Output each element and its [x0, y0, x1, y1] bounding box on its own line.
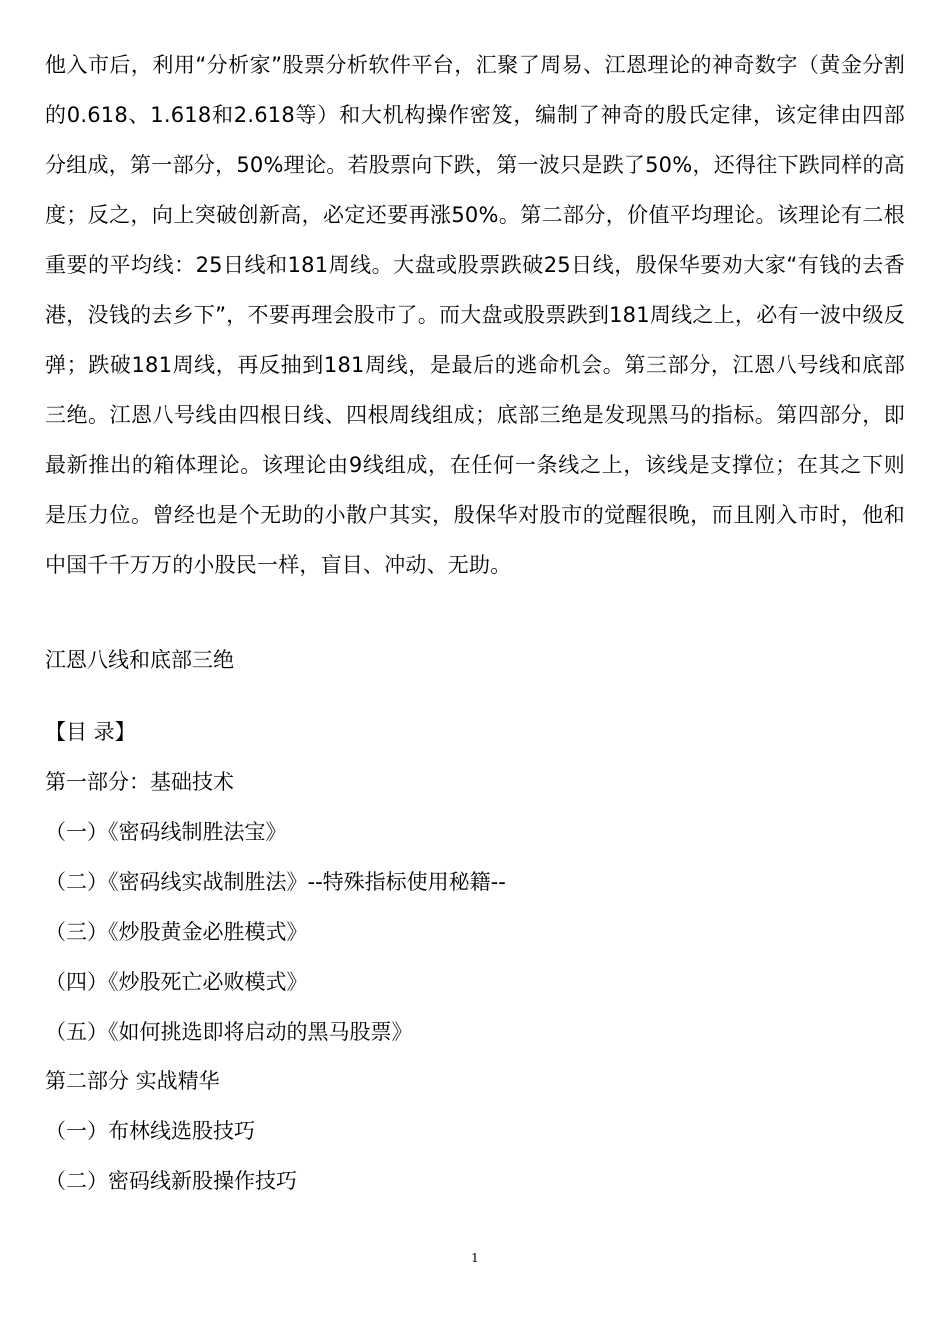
page-number: 1 [471, 1251, 479, 1265]
toc-item: （一）《密码线制胜法宝》 [45, 820, 287, 844]
toc-part2-title: 第二部分 实战精华 [45, 1069, 220, 1093]
toc-item: （五）《如何挑选即将启动的黑马股票》 [45, 1020, 413, 1044]
toc-item: （四）《炒股死亡必败模式》 [45, 970, 308, 994]
toc-heading: 【目 录】 [45, 720, 136, 744]
section-title: 江恩八线和底部三绝 [45, 648, 234, 672]
body-paragraph: 他入市后，利用“分析家”股票分析软件平台，汇聚了周易、江恩理论的神奇数字（黄金分割的0.618、1.618和2.618等）和大机构操作密笈，编制了神奇的殷氏定律，该定律由四部分组成，第一部分，50%理论。若股票向下跌，第一波只是跌了50%，还得往下跌同样的高度；反之，向上突破创新高，必定还要再涨50%。第二部分，价值平均理论。该理论有二根重要的平均线：25日线和181周线。大盘或股票跌破25日线，殷保华要劝大家“有钱的去香港，没钱的去乡下”，不要再理会股市了。而大盘或股票跌到181周线之上，必有一波中级反弹；跌破181周线，再反抽到181周线，是最后的逃命机会。第三部分，江恩八号线和底部三绝。江恩八号线由四根日线、四根周线组成；底部三绝是发现黑马的指标。第四部分，即最新推出的箱体理论。该理论由9线组成，在任何一条线之上，该线是支撑位；在其之下则是压力位。曾经也是个无助的小散户其实，殷保华对股市的觉醒很晚，而且刚入市时，他和中国千千万万的小股民一样，盲目、冲动、无助。 [45, 53, 905, 577]
toc-item: （二）密码线新股操作技巧 [45, 1169, 297, 1193]
toc-item: （一）布林线选股技巧 [45, 1119, 255, 1143]
toc-part1-title: 第一部分：基础技术 [45, 770, 234, 794]
toc-item: （二）《密码线实战制胜法》--特殊指标使用秘籍-- [45, 870, 506, 894]
toc-item: （三）《炒股黄金必胜模式》 [45, 920, 308, 944]
